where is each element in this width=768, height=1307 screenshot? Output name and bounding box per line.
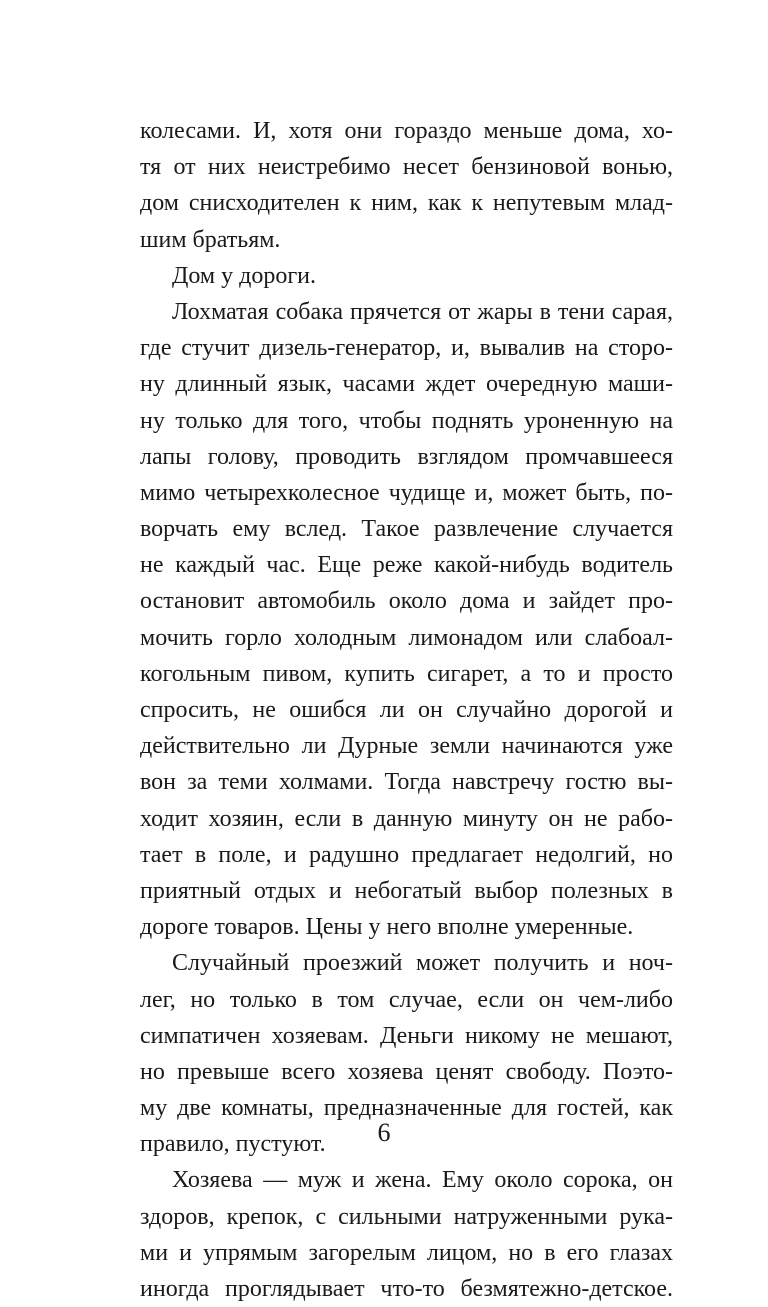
text-line: остановит автомобиль около дома и зайдет про- <box>140 588 673 615</box>
text-line: вон за теми холмами. Тогда навстречу гостю вы- <box>140 769 673 796</box>
text-line: Случайный проезжий может получить и ноч- <box>172 950 673 977</box>
text-line: Лохматая собака прячется от жары в тени сарая, <box>172 298 673 325</box>
text-line: ми и упрямым загорелым лицом, но в его глазах <box>140 1239 673 1266</box>
text-line: лег, но только в том случае, если он чем-либо <box>140 986 673 1013</box>
text-line: ворчать ему вслед. Такое развлечение случается <box>140 516 673 543</box>
text-line: дом снисходителен к ним, как к непутевым млад- <box>140 190 673 217</box>
text-line: не каждый час. Еще реже какой-нибудь водитель <box>140 552 673 579</box>
text-line: ну длинный язык, часами ждет очередную маши- <box>140 371 673 398</box>
text-line: но превыше всего хозяева ценят свободу. Поэто- <box>140 1058 673 1085</box>
text-line: мочить горло холодным лимонадом или слабоал- <box>140 624 673 651</box>
page-number: 6 <box>377 1118 391 1147</box>
text-line: ходит хозяин, если в данную минуту он не рабо- <box>140 805 673 832</box>
text-line: действительно ли Дурные земли начинаются уже <box>140 733 673 760</box>
text-line: дороге товаров. Цены у него вполне умеренные. <box>140 914 634 941</box>
text-line: здоров, крепок, с сильными натруженными рука- <box>140 1203 673 1230</box>
text-line: когольным пивом, купить сигарет, а то и просто <box>140 660 673 687</box>
text-line: му две комнаты, предназначенные для гостей, как <box>140 1095 673 1122</box>
text-line: тя от них неистребимо несет бензиновой вонью, <box>140 154 673 181</box>
text-line: колесами. И, хотя они гораздо меньше дома, хо- <box>140 118 673 144</box>
text-line: шим братьям. <box>140 226 281 253</box>
text-line: где стучит дизель-генератор, и, вывалив на сторо- <box>140 335 673 362</box>
text-line: тает в поле, и радушно предлагает недолгий, но <box>140 841 673 868</box>
text-line: ну только для того, чтобы поднять уроненную на <box>140 407 673 434</box>
text-line: Хозяева — муж и жена. Ему около сорока, он <box>172 1167 673 1194</box>
text-line: иногда проглядывает что-то безмятежно-детское. <box>140 1276 673 1302</box>
text-line: Дом у дороги. <box>172 262 316 289</box>
text-line: спросить, не ошибся ли он случайно дорогой и <box>140 697 673 723</box>
text-line: мимо четырехколесное чудище и, может быть, по- <box>140 479 673 506</box>
text-line: лапы голову, проводить взглядом промчавшееся <box>140 443 673 470</box>
text-line: симпатичен хозяевам. Деньги никому не мешают, <box>140 1022 673 1049</box>
text-line: приятный отдых и небогатый выбор полезных в <box>140 877 673 904</box>
text-line: правило, пустуют. <box>140 1131 326 1158</box>
